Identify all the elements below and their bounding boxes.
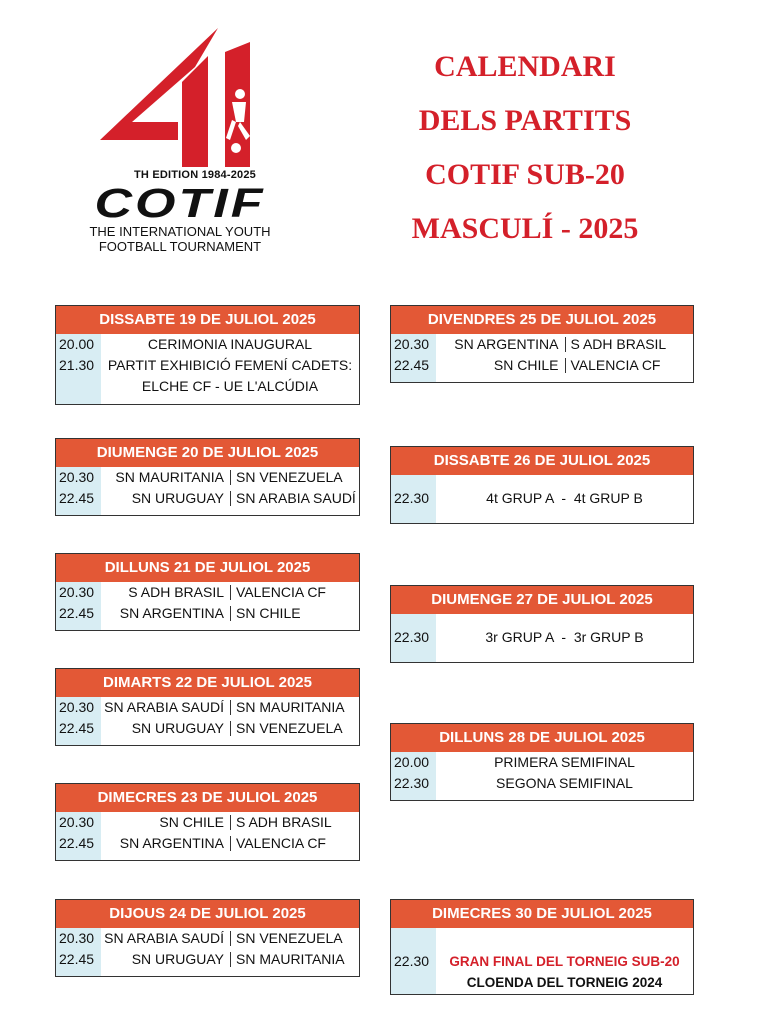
- home-team: SN ARGENTINA: [454, 336, 559, 352]
- day-header: DIMECRES 23 DE JULIOL 2025: [56, 784, 359, 812]
- time-column: [391, 752, 436, 800]
- home-team: SN ARGENTINA: [119, 605, 224, 621]
- group-match: 4t GRUP A - 4t GRUP B: [486, 490, 643, 506]
- day-card-24: [55, 899, 360, 977]
- match-time: 20.30: [59, 699, 95, 715]
- match-time: 22.30: [394, 490, 430, 506]
- match-row: [436, 355, 693, 376]
- match-time: 20.30: [59, 469, 95, 485]
- time-column: [56, 928, 101, 976]
- match-time: 20.30: [59, 814, 95, 830]
- match-time: 22.45: [59, 951, 95, 967]
- home-team: SN URUGUAY: [131, 720, 224, 736]
- away-team: SN VENEZUELA: [236, 720, 343, 736]
- away-team: VALENCIA CF: [236, 584, 326, 600]
- away-team: SN CHILE: [236, 605, 301, 621]
- match-row: [101, 467, 359, 488]
- time-column: [391, 334, 436, 382]
- home-team: SN ARABIA SAUDÍ: [104, 699, 224, 715]
- day-header: DIJOUS 24 DE JULIOL 2025: [56, 900, 359, 928]
- match-time: 22.45: [59, 605, 95, 621]
- match-time: 22.30: [394, 953, 430, 969]
- away-team: SN VENEZUELA: [236, 469, 343, 485]
- match-row: [101, 812, 359, 833]
- day-header: DISSABTE 19 DE JULIOL 2025: [56, 306, 359, 334]
- match-row: [101, 928, 359, 949]
- title-line-3: COTIF SUB-20: [425, 158, 625, 191]
- day-header: DISSABTE 26 DE JULIOL 2025: [391, 447, 693, 475]
- time-column: [391, 614, 436, 662]
- away-team: S ADH BRASIL: [570, 336, 667, 352]
- match-time: 22.45: [59, 490, 95, 506]
- away-team: S ADH BRASIL: [236, 814, 332, 830]
- title-line-1: CALENDARI: [434, 50, 616, 83]
- match-time: 20.30: [59, 930, 95, 946]
- event-exhibition: PARTIT EXHIBICIÓ FEMENÍ CADETS:: [107, 357, 353, 373]
- match-row: [101, 603, 359, 624]
- day-card-26: [390, 446, 694, 524]
- day-card-22: [55, 668, 360, 746]
- match-time: 22.30: [394, 775, 430, 791]
- day-header: DIVENDRES 25 DE JULIOL 2025: [391, 306, 693, 334]
- title-line-4: MASCULÍ - 2025: [411, 212, 639, 245]
- match-time: 22.30: [394, 629, 430, 645]
- logo-tagline-line-2: FOOTBALL TOURNAMENT: [98, 239, 262, 254]
- home-team: SN URUGUAY: [131, 490, 224, 506]
- match-row: [101, 697, 359, 718]
- page-title: [380, 40, 670, 256]
- title-line-2: DELS PARTITS: [418, 104, 632, 137]
- home-team: SN MAURITANIA: [115, 469, 224, 485]
- home-team: SN CHILE: [159, 814, 224, 830]
- group-match: 3r GRUP A - 3r GRUP B: [485, 629, 644, 645]
- away-team: SN MAURITANIA: [236, 699, 345, 715]
- match-time: 20.30: [394, 336, 430, 352]
- away-team: SN MAURITANIA: [236, 951, 345, 967]
- time-column: [56, 582, 101, 630]
- logo-tagline-line-1: THE INTERNATIONAL YOUTH: [89, 224, 271, 239]
- away-team: SN VENEZUELA: [236, 930, 343, 946]
- closing-ceremony: CLOENDA DEL TORNEIG 2024: [466, 975, 663, 990]
- home-team: S ADH BRASIL: [128, 584, 224, 600]
- away-team: SN ARABIA SAUDÍ: [236, 490, 356, 506]
- match-row: [101, 949, 359, 970]
- day-header: DIUMENGE 20 DE JULIOL 2025: [56, 439, 359, 467]
- home-team: SN CHILE: [493, 357, 559, 373]
- match-row: [101, 833, 359, 854]
- event-exhibition-teams: ELCHE CF - UE L'ALCÚDIA: [141, 378, 319, 394]
- event-ceremony: CERIMONIA INAUGURAL: [147, 336, 313, 352]
- day-header: DILLUNS 28 DE JULIOL 2025: [391, 724, 693, 752]
- logo-edition: TH EDITION 1984-2025: [134, 169, 256, 181]
- match-row: [101, 718, 359, 739]
- time-column: [56, 812, 101, 860]
- day-header: DIMECRES 30 DE JULIOL 2025: [391, 900, 693, 928]
- logo-tagline: [60, 224, 300, 254]
- home-team: SN ARABIA SAUDÍ: [104, 930, 224, 946]
- match-time: 20.00: [59, 336, 95, 352]
- cotif-logo: [60, 22, 300, 262]
- day-header: DILLUNS 21 DE JULIOL 2025: [56, 554, 359, 582]
- time-column: [391, 928, 436, 994]
- home-team: SN ARGENTINA: [119, 835, 224, 851]
- match-row: [101, 488, 359, 509]
- day-header: DIMARTS 22 DE JULIOL 2025: [56, 669, 359, 697]
- match-time: 22.45: [59, 835, 95, 851]
- match-row: [101, 582, 359, 603]
- time-column: [56, 334, 101, 404]
- logo-41-graphic: [60, 22, 300, 172]
- match-time: 20.30: [59, 584, 95, 600]
- match-time: 22.45: [394, 357, 430, 373]
- match-time: 22.45: [59, 720, 95, 736]
- semifinal-1: PRIMERA SEMIFINAL: [494, 754, 635, 770]
- day-header: DIUMENGE 27 DE JULIOL 2025: [391, 586, 693, 614]
- match-time: 21.30: [59, 357, 95, 373]
- day-card-30: [390, 899, 694, 995]
- away-team: VALENCIA CF: [236, 835, 326, 851]
- home-team: SN URUGUAY: [131, 951, 224, 967]
- away-team: VALENCIA CF: [570, 357, 661, 373]
- day-card-20: [55, 438, 360, 516]
- match-time: 20.00: [394, 754, 430, 770]
- match-row: [436, 334, 693, 355]
- day-card-21: [55, 553, 360, 631]
- logo-wordmark: COTIF: [94, 181, 266, 227]
- day-card-19: [55, 305, 360, 405]
- time-column: [56, 697, 101, 745]
- time-column: [391, 475, 436, 523]
- semifinal-2: SEGONA SEMIFINAL: [496, 775, 633, 791]
- day-card-27: [390, 585, 694, 663]
- grand-final: GRAN FINAL DEL TORNEIG SUB-20: [449, 954, 680, 969]
- day-card-25: [390, 305, 694, 383]
- day-card-28: [390, 723, 694, 801]
- day-card-23: [55, 783, 360, 861]
- time-column: [56, 467, 101, 515]
